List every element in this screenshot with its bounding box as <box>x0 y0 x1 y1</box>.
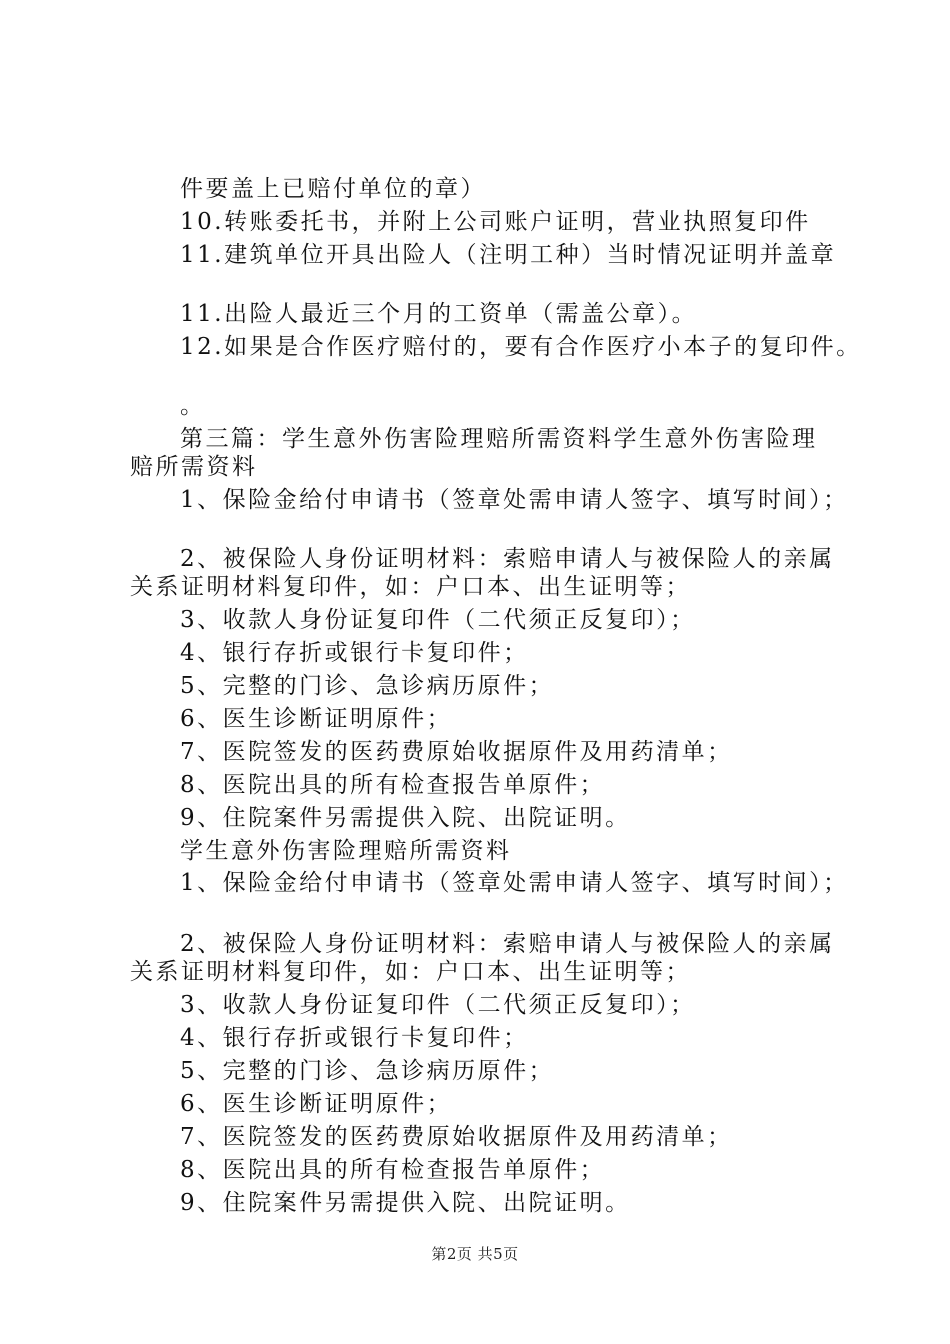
list-item: 1、保险金给付申请书（签章处需申请人签字、填写时间）； <box>180 870 849 896</box>
list-item: 9、住院案件另需提供入院、出院证明。 <box>180 1190 631 1216</box>
text-line: 12.如果是合作医疗赔付的，要有合作医疗小本子的复印件。 <box>180 334 862 360</box>
list-item: 3、收款人身份证复印件（二代须正反复印）； <box>180 607 696 633</box>
list-item: 7、医院签发的医药费原始收据原件及用药清单； <box>180 739 733 765</box>
subheading: 学生意外伤害险理赔所需资料 <box>180 838 512 864</box>
list-item: 9、住院案件另需提供入院、出院证明。 <box>180 805 631 831</box>
list-item-continued: 关系证明材料复印件，如：户口本、出生证明等； <box>130 959 691 985</box>
list-item: 5、完整的门诊、急诊病历原件； <box>180 1058 555 1084</box>
list-item: 6、医生诊断证明原件； <box>180 706 453 732</box>
text-line: 件要盖上已赔付单位的章） <box>180 176 486 202</box>
list-item: 8、医院出具的所有检查报告单原件； <box>180 772 606 798</box>
page-number-footer: 第2页 共5页 <box>431 1245 519 1263</box>
text-line: 。 <box>180 393 206 419</box>
list-item: 2、被保险人身份证明材料：索赔申请人与被保险人的亲属 <box>180 546 835 572</box>
list-item: 2、被保险人身份证明材料：索赔申请人与被保险人的亲属 <box>180 931 835 957</box>
list-item: 4、银行存折或银行卡复印件； <box>180 640 529 666</box>
list-item: 8、医院出具的所有检查报告单原件； <box>180 1157 606 1183</box>
list-item: 5、完整的门诊、急诊病历原件； <box>180 673 555 699</box>
list-item-continued: 关系证明材料复印件，如：户口本、出生证明等； <box>130 574 691 600</box>
list-item: 1、保险金给付申请书（签章处需申请人签字、填写时间）； <box>180 487 849 513</box>
text-line: 11.出险人最近三个月的工资单（需盖公章）。 <box>180 301 698 327</box>
text-line: 10.转账委托书，并附上公司账户证明，营业执照复印件 <box>180 209 811 235</box>
list-item: 4、银行存折或银行卡复印件； <box>180 1025 529 1051</box>
section-heading-continued: 赔所需资料 <box>130 454 258 480</box>
text-line: 11.建筑单位开具出险人（注明工种）当时情况证明并盖章 <box>180 242 837 268</box>
list-item: 3、收款人身份证复印件（二代须正反复印）； <box>180 992 696 1018</box>
list-item: 7、医院签发的医药费原始收据原件及用药清单； <box>180 1124 733 1150</box>
section-heading: 第三篇：学生意外伤害险理赔所需资料学生意外伤害险理 <box>180 426 818 452</box>
list-item: 6、医生诊断证明原件； <box>180 1091 453 1117</box>
